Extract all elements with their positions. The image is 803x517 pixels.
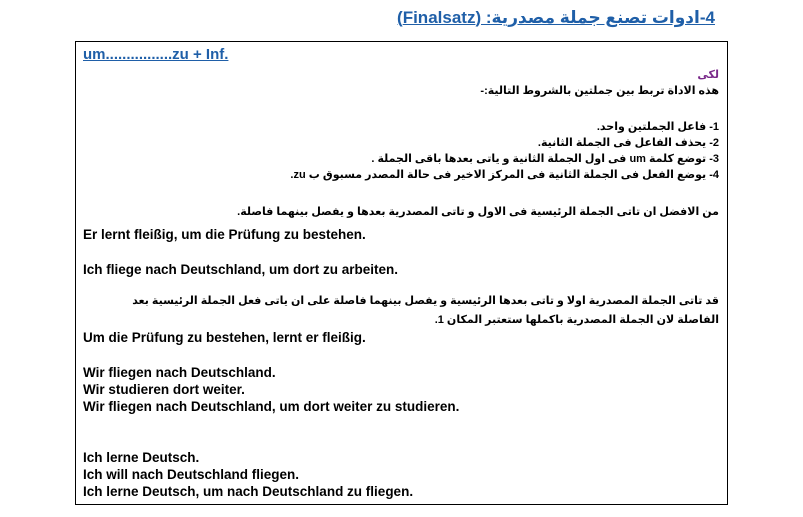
condition-2: 2- يحذف الفاعل فى الجملة الثانية.	[537, 137, 719, 149]
example-sentence-1: Er lernt fleißig, um die Prüfung zu bestehen.	[83, 227, 366, 242]
group2-line-1: Ich lerne Deutsch.	[83, 450, 200, 465]
condition-4: 4- يوضع الفعل فى الجملة الثانية فى المركز الاخير فى حالة المصدر مسبوق ب zu.	[290, 169, 719, 181]
rule-subheading: um................zu + Inf.	[83, 46, 229, 63]
group1-line-2: Wir studieren dort weiter.	[83, 382, 245, 397]
arabic-kay: لكى	[697, 69, 719, 81]
group1-line-1: Wir fliegen nach Deutschland.	[83, 365, 276, 380]
example-sentence-3: Um die Prüfung zu bestehen, lernt er fleißig.	[83, 330, 366, 345]
group2-line-2: Ich will nach Deutschland fliegen.	[83, 467, 300, 482]
group1-line-3: Wir fliegen nach Deutschland, um dort weiter zu studieren.	[83, 399, 460, 414]
arabic-order-note: قد تاتى الجملة المصدرية اولا و تاتى بعدها الرئيسية و يفصل بينهما فاصلة على ان ياتى فعل الجملة الرئيسية بعد الفاصلة لان الجملة المصدرية باكملها ستعتبر المكان 1.	[132, 295, 719, 326]
arabic-intro: هذه الاداة تربط بين جملتين بالشروط التالية:-	[480, 85, 719, 97]
example-sentence-2: Ich fliege nach Deutschland, um dort zu arbeiten.	[83, 262, 399, 277]
content-box	[75, 41, 728, 505]
page-heading: 4-ادوات تصنع جملة مصدرية: (Finalsatz)	[397, 8, 715, 27]
condition-3: 3- توضع كلمة um فى اول الجملة الثانية و ياتى بعدها باقى الجملة .	[371, 153, 719, 165]
group2-line-3: Ich lerne Deutsch, um nach Deutschland zu fliegen.	[83, 484, 414, 499]
arabic-best-order: من الافضل ان تاتى الجملة الرئيسية فى الاول و تاتى المصدرية بعدها و يفصل بينهما فاصلة.	[237, 206, 719, 218]
condition-1: 1- فاعل الجملتين واحد.	[596, 121, 719, 133]
